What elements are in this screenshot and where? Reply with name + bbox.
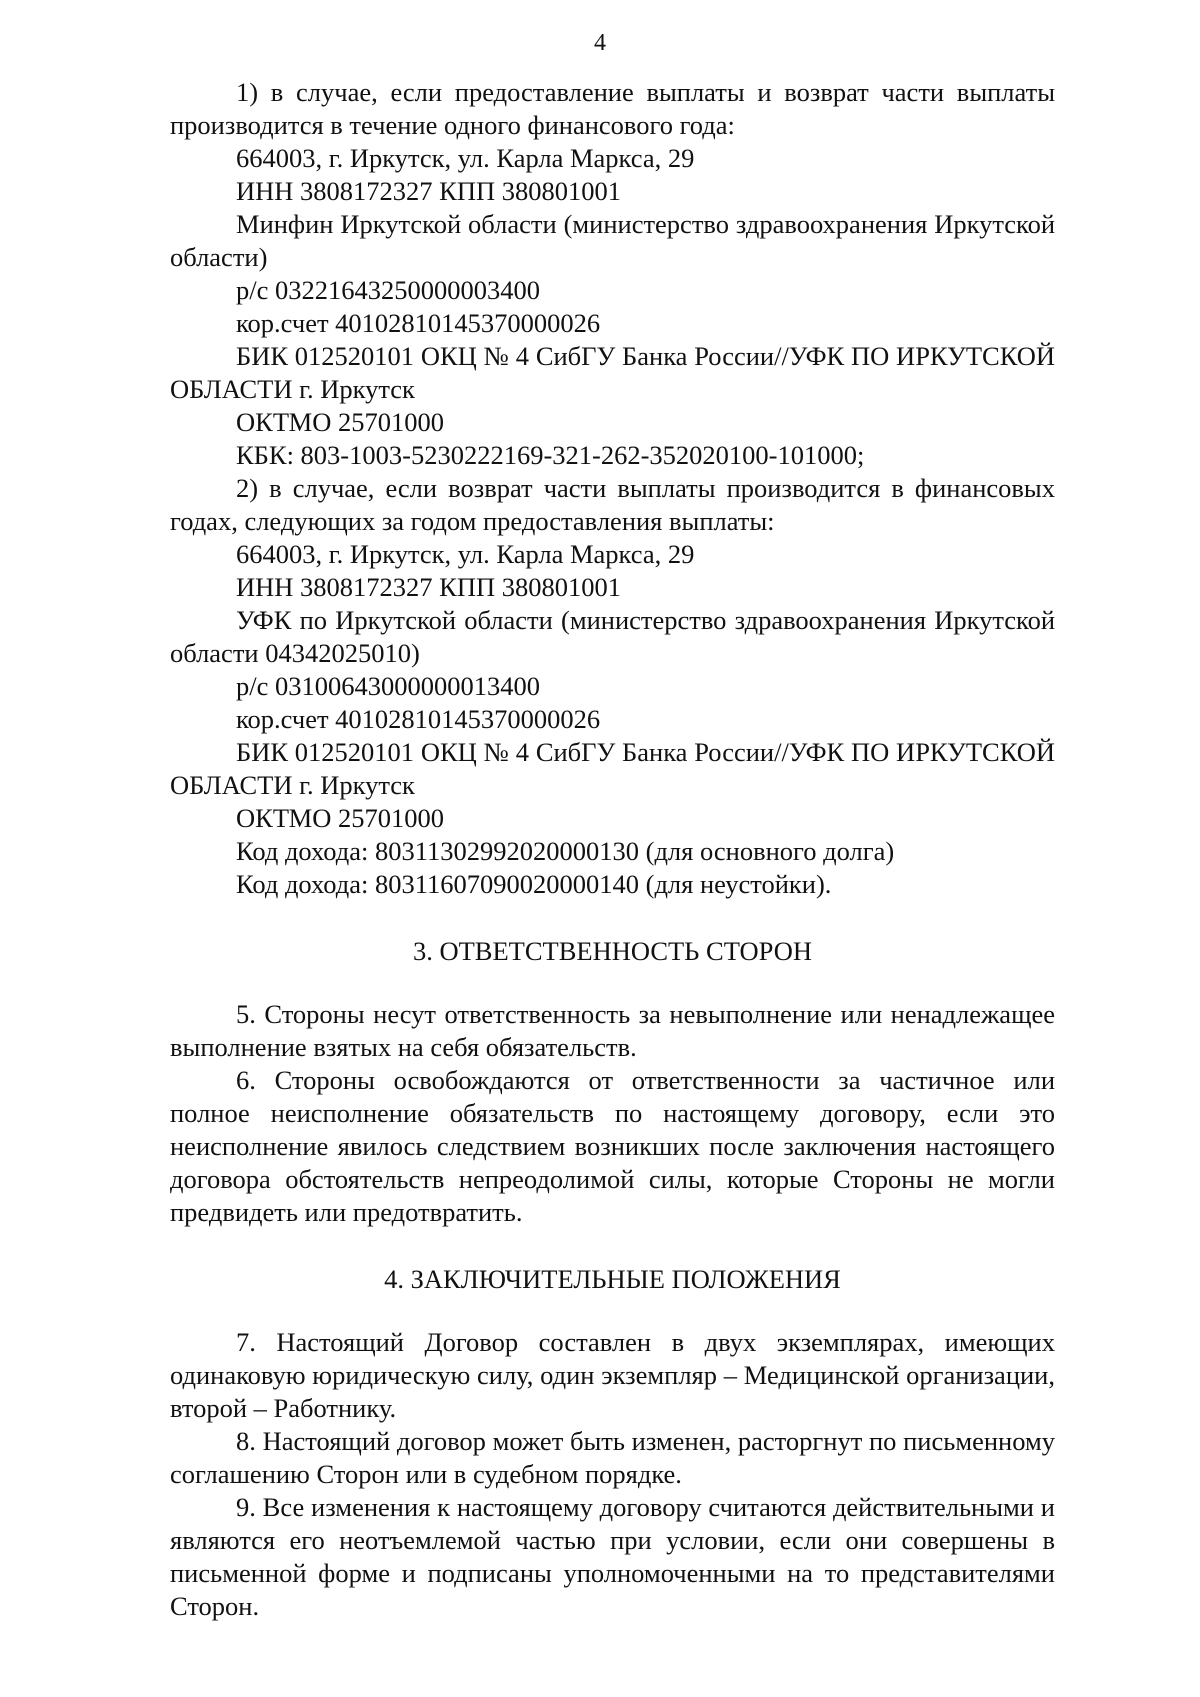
document-body — [170, 76, 1055, 1623]
clause-6: 6. Стороны освобождаются от ответственности за частичное или полное неисполнение обязательств по настоящему договору, если это неисполнение явилось следствием возникших после заключения настоящего договора обстоятельств непреодолимой силы, которые Стороны не могли предвидеть или предотвратить. — [170, 1065, 1055, 1227]
inn-kpp-line: ИНН 3808172327 КПП 380801001 — [236, 176, 621, 206]
recipient-line: Минфин Иркутской области (министерство здравоохранения Иркутской области) — [170, 209, 1055, 272]
page-number: 4 — [594, 30, 606, 56]
corr-account-line: кор.счет 40102810145370000026 — [236, 308, 601, 338]
oktmo-line: ОКТМО 25701000 — [236, 407, 444, 437]
kbk-line: КБК: 803-1003-5230222169-321-262-352020100-101000; — [236, 440, 865, 470]
recipient-line: УФК по Иркутской области (министерство здравоохранения Иркутской области 04342025010) — [170, 605, 1055, 668]
bik-line: БИК 012520101 ОКЦ № 4 СибГУ Банка России//УФК ПО ИРКУТСКОЙ ОБЛАСТИ г. Иркутск — [170, 737, 1055, 800]
clause-8: 8. Настоящий договор может быть изменен, расторгнут по письменному соглашению Сторон или в судебном порядке. — [170, 1426, 1055, 1489]
clause-9: 9. Все изменения к настоящему договору считаются действительными и являются его неотъемлемой частью при условии, если они совершены в письменной форме и подписаны уполномоченными на то представителями Сторон. — [170, 1492, 1055, 1621]
section-heading: 4. ЗАКЛЮЧИТЕЛЬНЫЕ ПОЛОЖЕНИЯ — [384, 1264, 841, 1294]
account-line: р/с 03100643000000013400 — [236, 671, 540, 701]
income-code-line: Код дохода: 80311302992020000130 (для основного долга) — [236, 836, 895, 866]
section-heading: 3. ОТВЕТСТВЕННОСТЬ СТОРОН — [412, 936, 813, 966]
inn-kpp-line: ИНН 3808172327 КПП 380801001 — [236, 572, 621, 602]
clause-7: 7. Настоящий Договор составлен в двух экземплярах, имеющих одинаковую юридическую силу, один экземпляр – Медицинской организации, второй – Работнику. — [170, 1327, 1055, 1423]
clause-5: 5. Стороны несут ответственность за невыполнение или ненадлежащее выполнение взятых на себя обязательств. — [170, 999, 1055, 1062]
account-line: р/с 03221643250000003400 — [236, 275, 540, 305]
oktmo-line: ОКТМО 25701000 — [236, 803, 444, 833]
corr-account-line: кор.счет 40102810145370000026 — [236, 704, 601, 734]
address-line: 664003, г. Иркутск, ул. Карла Маркса, 29 — [236, 143, 695, 173]
address-line: 664003, г. Иркутск, ул. Карла Маркса, 29 — [236, 539, 695, 569]
payment-case-2: 2) в случае, если возврат части выплаты производится в финансовых годах, следующих за годом предоставления выплаты: — [170, 473, 1055, 536]
bik-line: БИК 012520101 ОКЦ № 4 СибГУ Банка России//УФК ПО ИРКУТСКОЙ ОБЛАСТИ г. Иркутск — [170, 341, 1055, 404]
income-code-line: Код дохода: 80311607090020000140 (для неустойки). — [236, 869, 832, 899]
payment-case-1: 1) в случае, если предоставление выплаты и возврат части выплаты производится в течение одного финансового года: — [170, 77, 1055, 140]
